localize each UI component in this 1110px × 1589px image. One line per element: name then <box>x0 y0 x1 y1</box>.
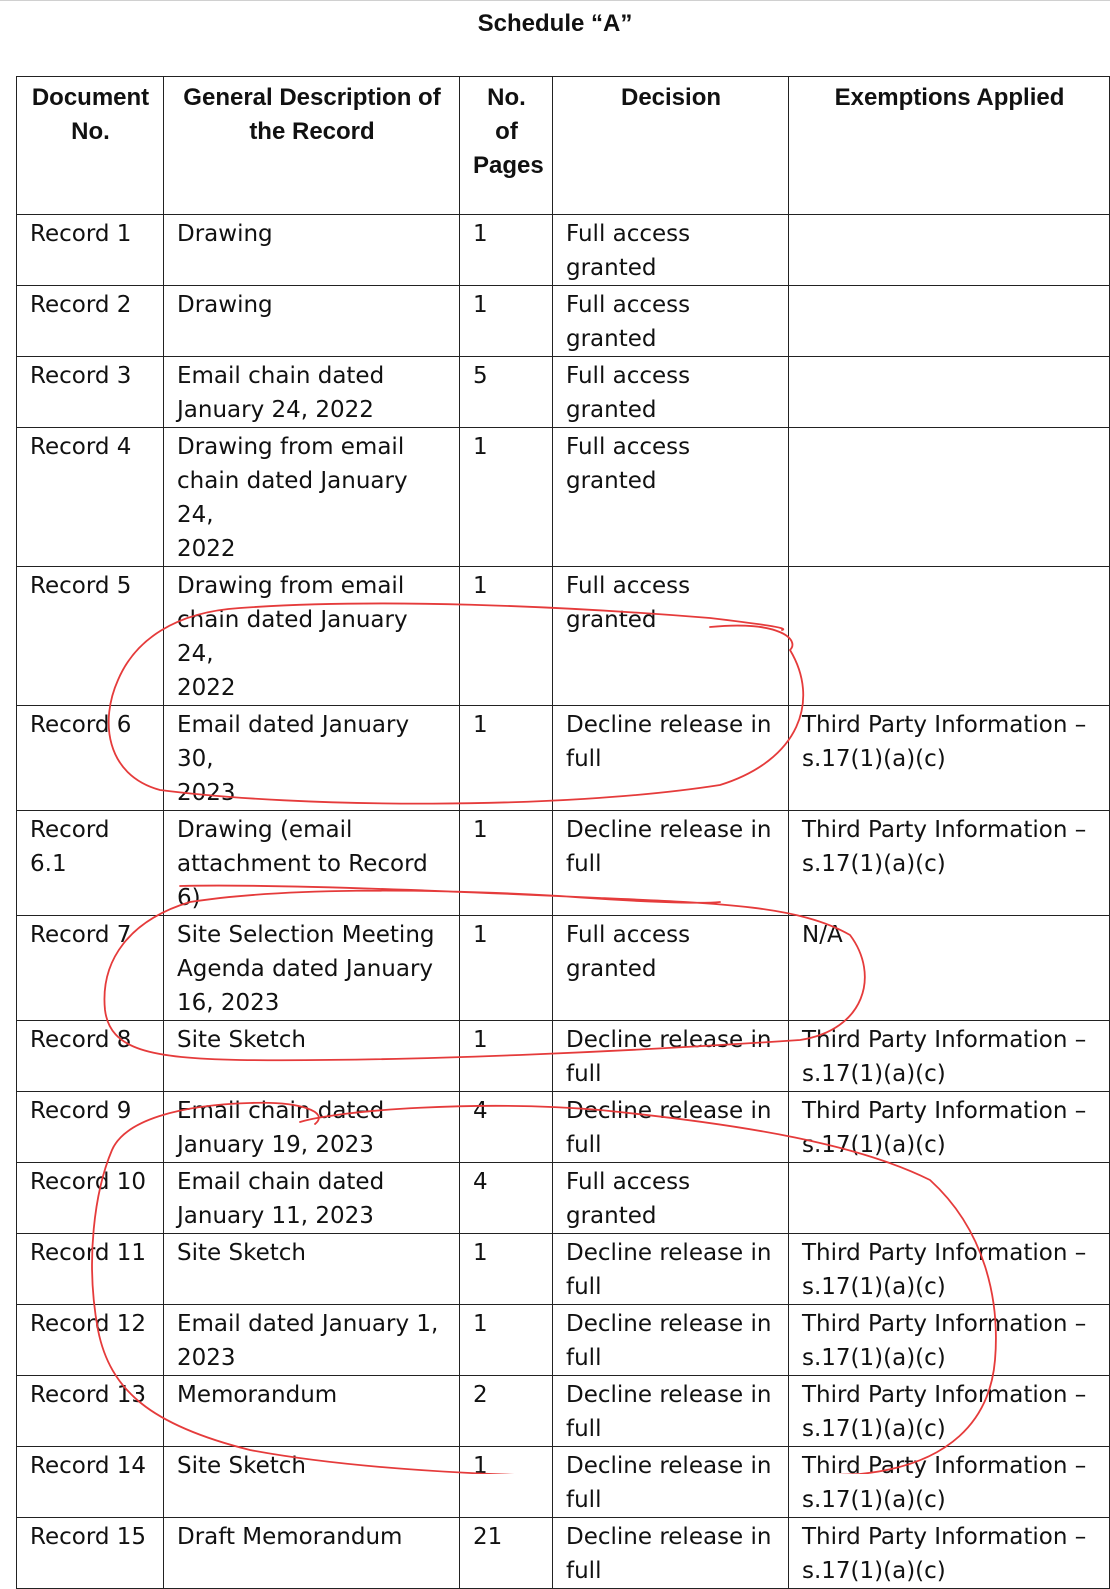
cell-text-line: Third Party Information – <box>802 712 1087 738</box>
table-row <box>17 567 1110 706</box>
table-row <box>17 357 1110 428</box>
cell-document-no <box>17 1021 164 1092</box>
cell-text-line: January 19, 2023 <box>177 1132 374 1158</box>
cell-text-line: granted <box>566 255 657 281</box>
cell-text: 1 <box>473 817 488 843</box>
cell-decision <box>553 1447 789 1518</box>
cell-document-no <box>17 1447 164 1518</box>
cell-decision <box>553 428 789 567</box>
cell-decision <box>553 215 789 286</box>
cell-text-line: Third Party Information – <box>802 1027 1087 1053</box>
cell-text-line: Record 4 <box>30 434 132 460</box>
cell-text-line: Site Sketch <box>177 1027 306 1053</box>
cell-decision <box>553 1376 789 1447</box>
cell-text-line: chain dated January 24, <box>177 607 408 667</box>
cell-text-line: Drawing (email <box>177 817 353 843</box>
cell-description <box>164 916 460 1021</box>
cell-pages <box>460 215 553 286</box>
page-top-rule <box>0 0 1110 1</box>
cell-description <box>164 1305 460 1376</box>
cell-exemptions <box>789 428 1110 567</box>
cell-text-line: Full access <box>566 221 691 247</box>
cell-text-line: s.17(1)(a)(c) <box>802 1061 946 1087</box>
cell-text-line: Full access <box>566 292 691 318</box>
cell-text-line: Full access <box>566 1169 691 1195</box>
table-row <box>17 1447 1110 1518</box>
cell-text-line: Email dated January 30, <box>177 712 410 772</box>
header-text-line: Pages <box>473 152 544 179</box>
cell-text-line: Decline release in <box>566 1524 772 1550</box>
cell-text-line: Email dated January 1, <box>177 1311 439 1337</box>
cell-description <box>164 428 460 567</box>
cell-text-line: Drawing <box>177 292 273 318</box>
cell-text: 2 <box>473 1382 488 1408</box>
cell-description <box>164 706 460 811</box>
cell-text: 1 <box>473 1240 488 1266</box>
cell-text: 1 <box>473 712 488 738</box>
cell-text-line: s.17(1)(a)(c) <box>802 1345 946 1371</box>
cell-document-no <box>17 357 164 428</box>
cell-text: 5 <box>473 363 488 389</box>
cell-description <box>164 1376 460 1447</box>
cell-document-no <box>17 916 164 1021</box>
header-text-line: No. <box>487 84 526 111</box>
cell-text-line: full <box>566 1345 602 1371</box>
cell-document-no <box>17 1518 164 1589</box>
header-text-line: the Record <box>249 118 375 145</box>
cell-text-line: Decline release in <box>566 1240 772 1266</box>
cell-pages <box>460 1518 553 1589</box>
cell-pages <box>460 1163 553 1234</box>
cell-document-no <box>17 1305 164 1376</box>
header-text-line: General Description of <box>183 84 441 111</box>
cell-text-line: Full access <box>566 363 691 389</box>
table-header-row <box>17 77 1110 215</box>
cell-text-line: Site Sketch <box>177 1240 306 1266</box>
cell-description <box>164 1163 460 1234</box>
cell-decision <box>553 811 789 916</box>
cell-text-line: Third Party Information – <box>802 817 1087 843</box>
cell-decision <box>553 1305 789 1376</box>
header-text-line: of <box>495 118 518 145</box>
cell-text-line: Record 12 <box>30 1311 147 1337</box>
cell-text-line: 2023 <box>177 1345 236 1371</box>
cell-description <box>164 1021 460 1092</box>
cell-exemptions <box>789 916 1110 1021</box>
cell-text-line: Record 6 <box>30 712 132 738</box>
cell-exemptions <box>789 1376 1110 1447</box>
cell-text-line: granted <box>566 326 657 352</box>
cell-text: 1 <box>473 922 488 948</box>
cell-decision <box>553 1021 789 1092</box>
cell-text-line: Record 8 <box>30 1027 132 1053</box>
cell-exemptions <box>789 1234 1110 1305</box>
cell-text-line: s.17(1)(a)(c) <box>802 746 946 772</box>
cell-text-line: s.17(1)(a)(c) <box>802 1132 946 1158</box>
table-row <box>17 706 1110 811</box>
cell-pages <box>460 357 553 428</box>
cell-text-line: Third Party Information – <box>802 1524 1087 1550</box>
table-body <box>17 215 1110 1589</box>
cell-text-line: full <box>566 1274 602 1300</box>
cell-text-line: 6) <box>177 885 201 911</box>
cell-text-line: January 24, 2022 <box>177 397 374 423</box>
cell-text-line: granted <box>566 397 657 423</box>
table-row <box>17 1021 1110 1092</box>
cell-text-line: Memorandum <box>177 1382 338 1408</box>
cell-document-no <box>17 811 164 916</box>
table-row <box>17 1305 1110 1376</box>
cell-text: 4 <box>473 1169 488 1195</box>
cell-text-line: full <box>566 1558 602 1584</box>
cell-exemptions <box>789 286 1110 357</box>
cell-text-line: s.17(1)(a)(c) <box>802 1558 946 1584</box>
cell-pages <box>460 1021 553 1092</box>
cell-text-line: Record 2 <box>30 292 132 318</box>
cell-text-line: Third Party Information – <box>802 1098 1087 1124</box>
table-row <box>17 916 1110 1021</box>
cell-text-line: s.17(1)(a)(c) <box>802 1416 946 1442</box>
cell-text-line: Record 3 <box>30 363 132 389</box>
cell-text: 4 <box>473 1098 488 1124</box>
cell-text-line: Decline release in <box>566 1098 772 1124</box>
cell-pages <box>460 567 553 706</box>
cell-description <box>164 1518 460 1589</box>
cell-exemptions <box>789 1092 1110 1163</box>
cell-text-line: Decline release in <box>566 1027 772 1053</box>
table-row <box>17 1376 1110 1447</box>
cell-document-no <box>17 706 164 811</box>
cell-description <box>164 567 460 706</box>
column-header-decision <box>553 77 789 215</box>
cell-decision <box>553 1092 789 1163</box>
cell-text: 1 <box>473 292 488 318</box>
cell-description <box>164 357 460 428</box>
cell-text-line: Record 9 <box>30 1098 132 1124</box>
cell-text-line: Decline release in <box>566 1311 772 1337</box>
cell-text-line: 2022 <box>177 536 236 562</box>
cell-text-line: Site Sketch <box>177 1453 306 1479</box>
column-header-no-of-pages <box>460 77 553 215</box>
cell-pages <box>460 706 553 811</box>
cell-text-line: Draft Memorandum <box>177 1524 403 1550</box>
cell-exemptions <box>789 1021 1110 1092</box>
cell-text-line: Full access <box>566 922 691 948</box>
header-text-line: No. <box>71 118 110 145</box>
cell-description <box>164 1234 460 1305</box>
cell-pages <box>460 428 553 567</box>
cell-text-line: Record 11 <box>30 1240 147 1266</box>
cell-text-line: Full access <box>566 434 691 460</box>
cell-pages <box>460 1092 553 1163</box>
cell-description <box>164 811 460 916</box>
cell-text-line: Full access <box>566 573 691 599</box>
cell-pages <box>460 286 553 357</box>
cell-text: 1 <box>473 1453 488 1479</box>
cell-description <box>164 286 460 357</box>
table-row <box>17 215 1110 286</box>
cell-text-line: Record 14 <box>30 1453 147 1479</box>
cell-text-line: Third Party Information – <box>802 1382 1087 1408</box>
cell-text-line: Drawing from email <box>177 573 405 599</box>
column-header-description <box>164 77 460 215</box>
cell-pages <box>460 1447 553 1518</box>
header-text-line: Document <box>31 84 150 111</box>
cell-text: 1 <box>473 1027 488 1053</box>
header-text-line: Exemptions Applied <box>834 84 1065 111</box>
cell-pages <box>460 1305 553 1376</box>
cell-text-line: s.17(1)(a)(c) <box>802 1487 946 1513</box>
cell-text-line: Agenda dated January <box>177 956 434 982</box>
cell-text-line: N/A <box>802 922 843 948</box>
cell-text-line: Record 10 <box>30 1169 147 1195</box>
cell-decision <box>553 1518 789 1589</box>
cell-text-line: full <box>566 1416 602 1442</box>
table-row <box>17 1163 1110 1234</box>
cell-text-line: attachment to Record <box>177 851 428 877</box>
cell-text-line: Drawing <box>177 221 273 247</box>
cell-decision <box>553 357 789 428</box>
cell-text-line: Record 13 <box>30 1382 147 1408</box>
cell-text-line: granted <box>566 607 657 633</box>
schedule-table <box>16 76 1110 1589</box>
cell-text-line: granted <box>566 1203 657 1229</box>
cell-decision <box>553 286 789 357</box>
cell-text-line: full <box>566 1061 602 1087</box>
cell-text-line: Decline release in <box>566 1453 772 1479</box>
cell-decision <box>553 916 789 1021</box>
cell-exemptions <box>789 567 1110 706</box>
cell-text-line: Third Party Information – <box>802 1453 1087 1479</box>
cell-text-line: s.17(1)(a)(c) <box>802 851 946 877</box>
cell-text-line: s.17(1)(a)(c) <box>802 1274 946 1300</box>
cell-decision <box>553 706 789 811</box>
cell-document-no <box>17 1092 164 1163</box>
cell-text-line: Decline release in <box>566 712 772 738</box>
cell-text-line: full <box>566 1487 602 1513</box>
cell-document-no <box>17 1163 164 1234</box>
cell-pages <box>460 916 553 1021</box>
cell-description <box>164 1447 460 1518</box>
cell-text-line: Email chain dated <box>177 1098 385 1124</box>
cell-pages <box>460 1234 553 1305</box>
cell-document-no <box>17 1376 164 1447</box>
cell-text-line: Record 7 <box>30 922 132 948</box>
cell-text: 1 <box>473 573 488 599</box>
cell-document-no <box>17 286 164 357</box>
cell-text-line: full <box>566 1132 602 1158</box>
page-title: Schedule “A” <box>477 10 633 37</box>
column-header-exemptions-applied <box>789 77 1110 215</box>
cell-decision <box>553 567 789 706</box>
cell-text-line: Drawing from email <box>177 434 405 460</box>
cell-text-line: Email chain dated <box>177 363 385 389</box>
cell-text: 1 <box>473 1311 488 1337</box>
cell-text: 21 <box>473 1524 503 1550</box>
cell-text-line: Third Party Information – <box>802 1240 1087 1266</box>
cell-description <box>164 215 460 286</box>
cell-text-line: granted <box>566 468 657 494</box>
cell-text-line: Record 5 <box>30 573 132 599</box>
cell-text-line: granted <box>566 956 657 982</box>
cell-text-line: full <box>566 851 602 877</box>
table-row <box>17 1234 1110 1305</box>
cell-document-no <box>17 215 164 286</box>
table-row <box>17 286 1110 357</box>
cell-document-no <box>17 1234 164 1305</box>
cell-decision <box>553 1234 789 1305</box>
cell-text-line: chain dated January 24, <box>177 468 408 528</box>
cell-decision <box>553 1163 789 1234</box>
cell-text-line: January 11, 2023 <box>177 1203 374 1229</box>
cell-text-line: Record <box>30 817 110 843</box>
cell-exemptions <box>789 706 1110 811</box>
cell-pages <box>460 1376 553 1447</box>
cell-description <box>164 1092 460 1163</box>
cell-exemptions <box>789 215 1110 286</box>
cell-text-line: Decline release in <box>566 817 772 843</box>
table-row <box>17 811 1110 916</box>
cell-text-line: 2022 <box>177 675 236 701</box>
cell-text-line: Decline release in <box>566 1382 772 1408</box>
header-text-line: Decision <box>620 84 722 111</box>
cell-text-line: Third Party Information – <box>802 1311 1087 1337</box>
cell-text-line: 2023 <box>177 780 236 806</box>
cell-text-line: Email chain dated <box>177 1169 385 1195</box>
cell-document-no <box>17 567 164 706</box>
table-row <box>17 1518 1110 1589</box>
cell-text-line: Record 15 <box>30 1524 147 1550</box>
table-row <box>17 1092 1110 1163</box>
cell-exemptions <box>789 1447 1110 1518</box>
cell-text-line: full <box>566 746 602 772</box>
cell-exemptions <box>789 1518 1110 1589</box>
cell-text-line: 6.1 <box>30 851 67 877</box>
cell-pages <box>460 811 553 916</box>
cell-exemptions <box>789 357 1110 428</box>
cell-text-line: 16, 2023 <box>177 990 280 1016</box>
cell-exemptions <box>789 811 1110 916</box>
cell-exemptions <box>789 1163 1110 1234</box>
cell-text: 1 <box>473 434 488 460</box>
cell-text: 1 <box>473 221 488 247</box>
cell-exemptions <box>789 1305 1110 1376</box>
cell-text-line: Record 1 <box>30 221 132 247</box>
table-row <box>17 428 1110 567</box>
cell-text-line: Site Selection Meeting <box>177 922 435 948</box>
column-header-document-no <box>17 77 164 215</box>
cell-document-no <box>17 428 164 567</box>
